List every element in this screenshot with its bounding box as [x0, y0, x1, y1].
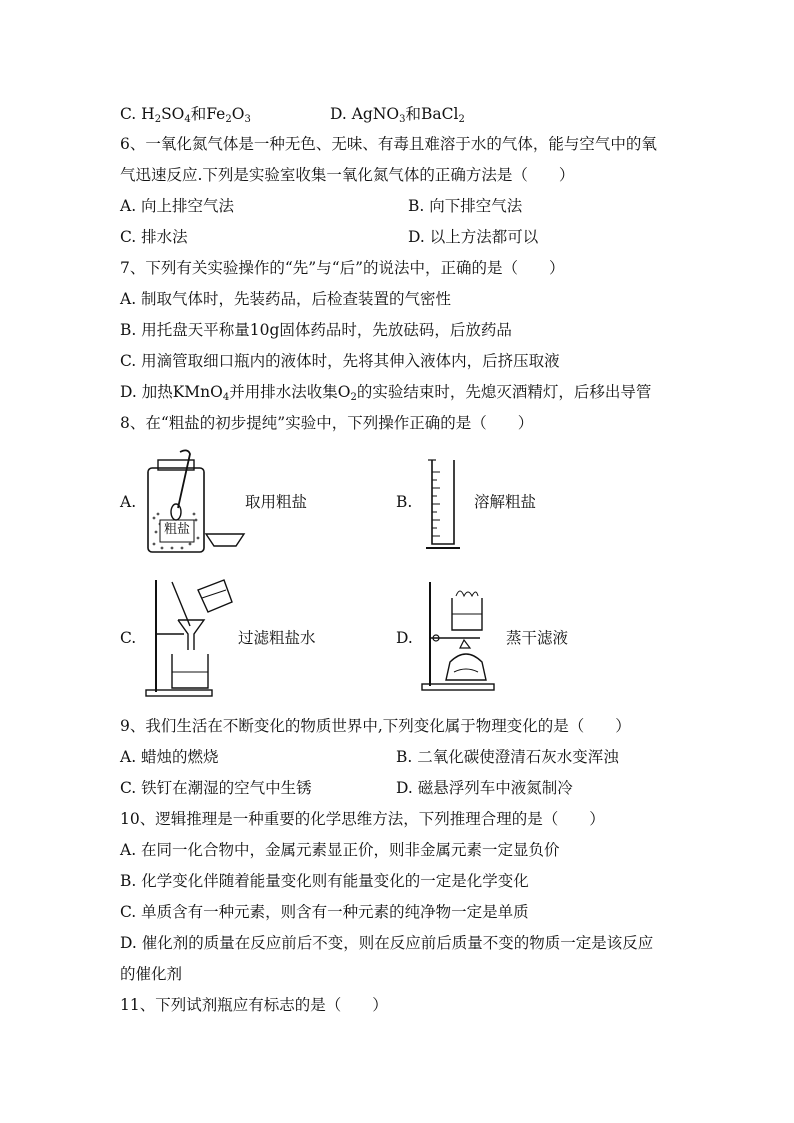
q6-option-d: D. 以上方法都可以 — [408, 228, 539, 246]
bottle-label: 粗盐 — [164, 522, 191, 537]
q8-option-a-caption: 取用粗盐 — [245, 493, 308, 511]
q5-option-c: C. $H_2SO_4$和$Fe_2O_3$ — [120, 105, 251, 125]
q8-option-b-caption: 溶解粗盐 — [474, 493, 537, 511]
q10-option-b: B. 化学变化伴随着能量变化则有能量变化的一定是化学变化 — [120, 872, 529, 890]
q7-option-b: B. 用托盘天平称量10g固体药品时，先放砝码，后放药品 — [120, 321, 512, 339]
q6-option-b: B. 向下排空气法 — [408, 197, 523, 215]
q10-stem: 10、逻辑推理是一种重要的化学思维方法，下列推理合理的是（ ） — [120, 810, 605, 828]
q11-stem: 11、下列试剂瓶应有标志的是（ ） — [120, 996, 388, 1014]
q8-option-b-letter: B. — [396, 493, 413, 511]
q8-stem: 8、在“粗盐的初步提纯”实验中，下列操作正确的是（ ） — [120, 414, 534, 432]
q8-option-c-letter: C. — [120, 629, 137, 647]
q10-option-d-line2: 的催化剂 — [120, 965, 183, 983]
evaporation-setup-figure — [420, 576, 500, 694]
q6-stem-line1: 6、一氧化氮气体是一种无色、无味、有毒且难溶于水的气体，能与空气中的氧 — [120, 135, 657, 153]
q5-option-d: D. AgNO$_3$和BaCl$_2$ — [330, 105, 465, 125]
q6-option-a: A. 向上排空气法 — [120, 197, 235, 215]
q8-option-a-letter: A. — [120, 493, 137, 511]
q10-option-d-line1: D. 催化剂的质量在反应前后不变，则在反应前后质量不变的物质一定是该反应 — [120, 934, 654, 952]
filtration-setup-figure — [144, 576, 236, 700]
q7-option-d: D. 加热KMnO$_4$并用排水法收集$O_2$的实验结束时，先熄灭酒精灯，后移出导管 — [120, 383, 652, 403]
q10-option-c: C. 单质含有一种元素，则含有一种元素的纯净物一定是单质 — [120, 903, 529, 921]
q7-stem: 7、下列有关实验操作的“先”与“后”的说法中，正确的是（ ） — [120, 259, 565, 277]
q9-option-b: B. 二氧化碳使澄清石灰水变浑浊 — [396, 748, 619, 766]
graduated-cylinder-figure — [418, 456, 468, 552]
q6-option-c: C. 排水法 — [120, 228, 188, 246]
q7-option-a: A. 制取气体时，先装药品，后检查装置的气密性 — [120, 290, 452, 308]
q9-option-a: A. 蜡烛的燃烧 — [120, 748, 219, 766]
q8-option-d-caption: 蒸干滤液 — [506, 629, 569, 647]
q6-stem-line2: 气迅速反应.下列是实验室收集一氧化氮气体的正确方法是（ ） — [120, 166, 575, 184]
q10-option-a: A. 在同一化合物中，金属元素显正价，则非金属元素一定显负价 — [120, 841, 560, 859]
q9-option-c: C. 铁钉在潮湿的空气中生锈 — [120, 779, 312, 797]
q9-stem: 9、我们生活在不断变化的物质世界中,下列变化属于物理变化的是（ ） — [120, 717, 631, 735]
q8-option-c-caption: 过滤粗盐水 — [238, 629, 316, 647]
q7-option-c: C. 用滴管取细口瓶内的液体时，先将其伸入液体内，后挤压取液 — [120, 352, 560, 370]
q8-option-d-letter: D. — [396, 629, 413, 647]
q9-option-d: D. 磁悬浮列车中液氮制冷 — [396, 779, 573, 797]
salt-bottle-spoon-figure — [136, 448, 246, 558]
